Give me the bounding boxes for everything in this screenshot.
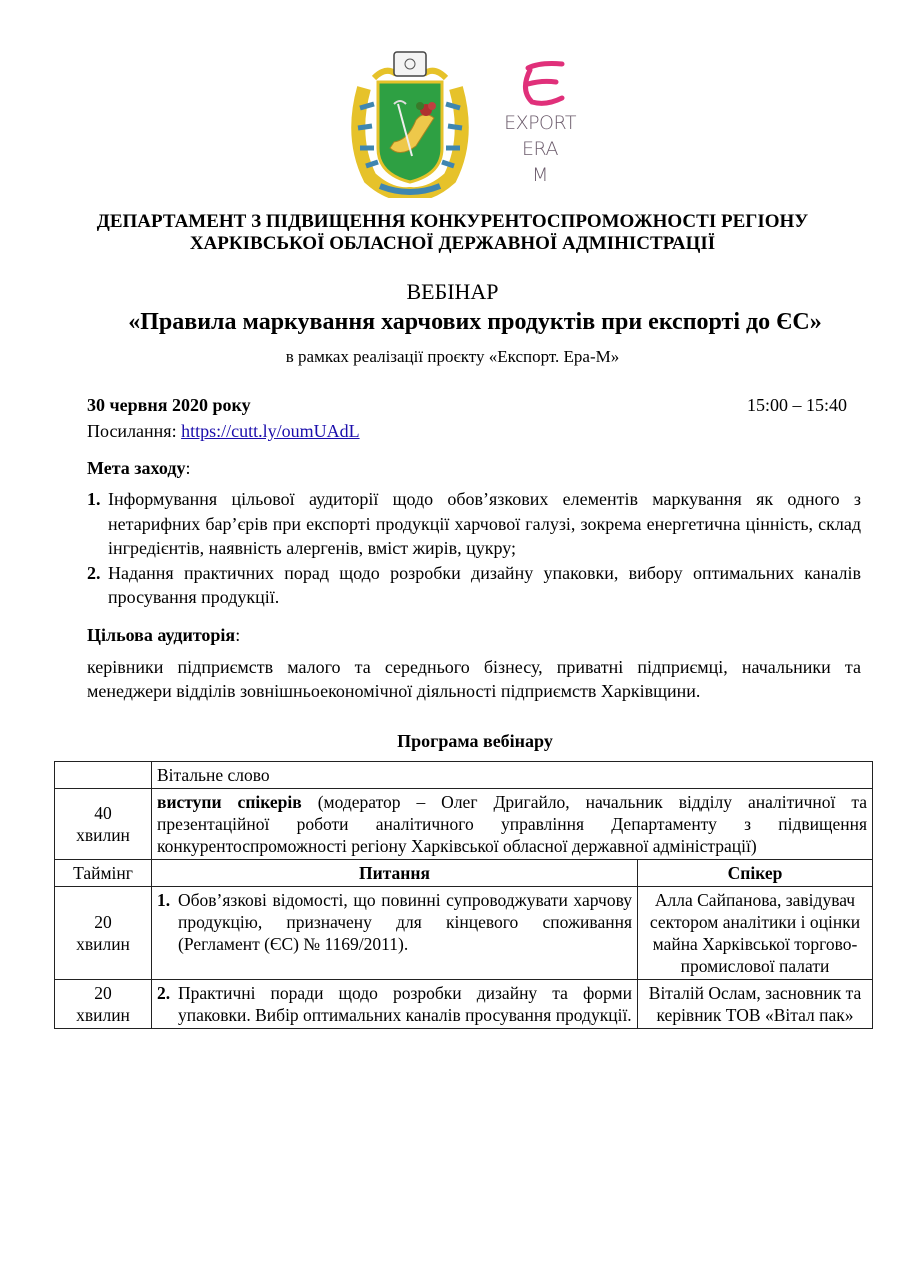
topic-cell [152, 980, 638, 1029]
table-row [55, 980, 873, 1029]
audience-heading-text: Цільова аудиторія [87, 625, 236, 645]
topic-text: Практичні поради щодо розробки дизайну та форми упаковки. Вибір оптимальних каналів просування продукції. [178, 983, 632, 1025]
event-date: 30 червня 2020 року [87, 395, 251, 415]
goal-number: 2. [87, 562, 101, 583]
timing-unit: хвилин [76, 1005, 130, 1025]
department-heading [0, 211, 905, 255]
timing-cell [55, 887, 152, 980]
welcome-cell: Вітальне слово [152, 762, 873, 789]
goal-text: Інформування цільової аудиторії щодо обов’язкових елементів маркування як одного з нетарифних бар’єрів при експорті продукції харчової галузі, зокрема енергетична цінність, склад інгредієнтів, наявність алергенів, вміст жирів, цукру; [108, 489, 861, 558]
goals-heading-text: Мета заходу [87, 458, 186, 478]
goals-list [87, 487, 861, 610]
topic-text: Обов’язкові відомості, що повинні супроводжувати харчову продукцію, призначену для кінцевого споживання (Регламент (ЄС) № 1169/2011). [178, 890, 632, 954]
speaker-cell: Віталій Ослам, засновник та керівник ТОВ «Вітал пак» [638, 980, 873, 1029]
timing-cell [55, 980, 152, 1029]
speaker-cell: Алла Сайпанова, завідувач сектором аналітики і оцінки майна Харківської торгово-промислової палати [638, 887, 873, 980]
department-line-2: ХАРКІВСЬКОЇ ОБЛАСНОЇ ДЕРЖАВНОЇ АДМІНІСТРАЦІЇ [189, 233, 716, 254]
timing-cell-empty [55, 762, 152, 789]
goal-item [87, 487, 861, 561]
link-label: Посилання: [87, 421, 177, 441]
table-row-welcome [55, 762, 873, 789]
department-line-1: ДЕПАРТАМЕНТ З ПІДВИЩЕННЯ КОНКУРЕНТОСПРОМОЖНОСТІ РЕГІОНУ [96, 211, 809, 232]
table-row-speakers [55, 789, 873, 860]
audience-heading: Цільова аудиторія: [87, 625, 241, 645]
goal-item [87, 561, 861, 610]
goal-number: 1. [87, 489, 101, 509]
timing-value: 20 [94, 983, 112, 1003]
webinar-title: «Правила маркування харчових продуктів при експорті до ЄС» [128, 309, 822, 335]
column-header-topic: Питання [152, 860, 638, 887]
era-line-1: EXPORT [504, 112, 576, 134]
link-line [87, 419, 360, 443]
speakers-bold: виступи спікерів [157, 792, 302, 812]
coat-of-arms-icon [350, 48, 470, 198]
date-line [87, 393, 847, 417]
timing-value: 40 [94, 803, 112, 823]
event-time: 15:00 – 15:40 [746, 395, 847, 415]
topic-item [157, 889, 632, 955]
column-header-timing: Таймінг [55, 860, 152, 887]
export-era-m-logo [490, 60, 590, 200]
goals-heading: Мета заходу: [87, 458, 191, 478]
program-table [54, 761, 873, 1029]
era-e-mark-icon [510, 60, 570, 110]
speakers-rest: (модератор – Олег Дригайло, начальник відділу аналітичної та презентаційної роботи аналітичного управління Департаменту з підвищення конкурентоспроможності регіону Харківської обласної державної адміністрації) [157, 792, 867, 856]
event-type: ВЕБІНАР [406, 279, 499, 304]
timing-unit: хвилин [76, 934, 130, 954]
timing-value: 20 [94, 912, 112, 932]
speakers-cell [152, 789, 873, 860]
table-header-row [55, 860, 873, 887]
timing-unit: хвилин [76, 825, 130, 845]
topic-item [157, 982, 632, 1026]
topic-cell [152, 887, 638, 980]
table-row [55, 887, 873, 980]
era-line-2: ERA [522, 138, 558, 160]
topic-number: 2. [157, 983, 171, 1003]
program-title: Програма вебінару [397, 731, 553, 751]
column-header-speaker: Спікер [638, 860, 873, 887]
era-line-3: M [532, 164, 548, 186]
logos [0, 48, 905, 198]
goal-text: Надання практичних порад щодо розробки дизайну упаковки, вибору оптимальних каналів просування продукції. [108, 562, 861, 607]
timing-cell [55, 789, 152, 860]
audience-text: керівники підприємств малого та середнього бізнесу, приватні підприємці, начальники та менеджери відділів зовнішньоекономічної діяльності підприємств Харківщини. [87, 657, 861, 701]
topic-number: 1. [157, 890, 171, 910]
webinar-subtitle: в рамках реалізації проєкту «Експорт. Ера-М» [285, 347, 620, 366]
webinar-link[interactable]: https://cutt.ly/oumUAdL [181, 421, 360, 441]
